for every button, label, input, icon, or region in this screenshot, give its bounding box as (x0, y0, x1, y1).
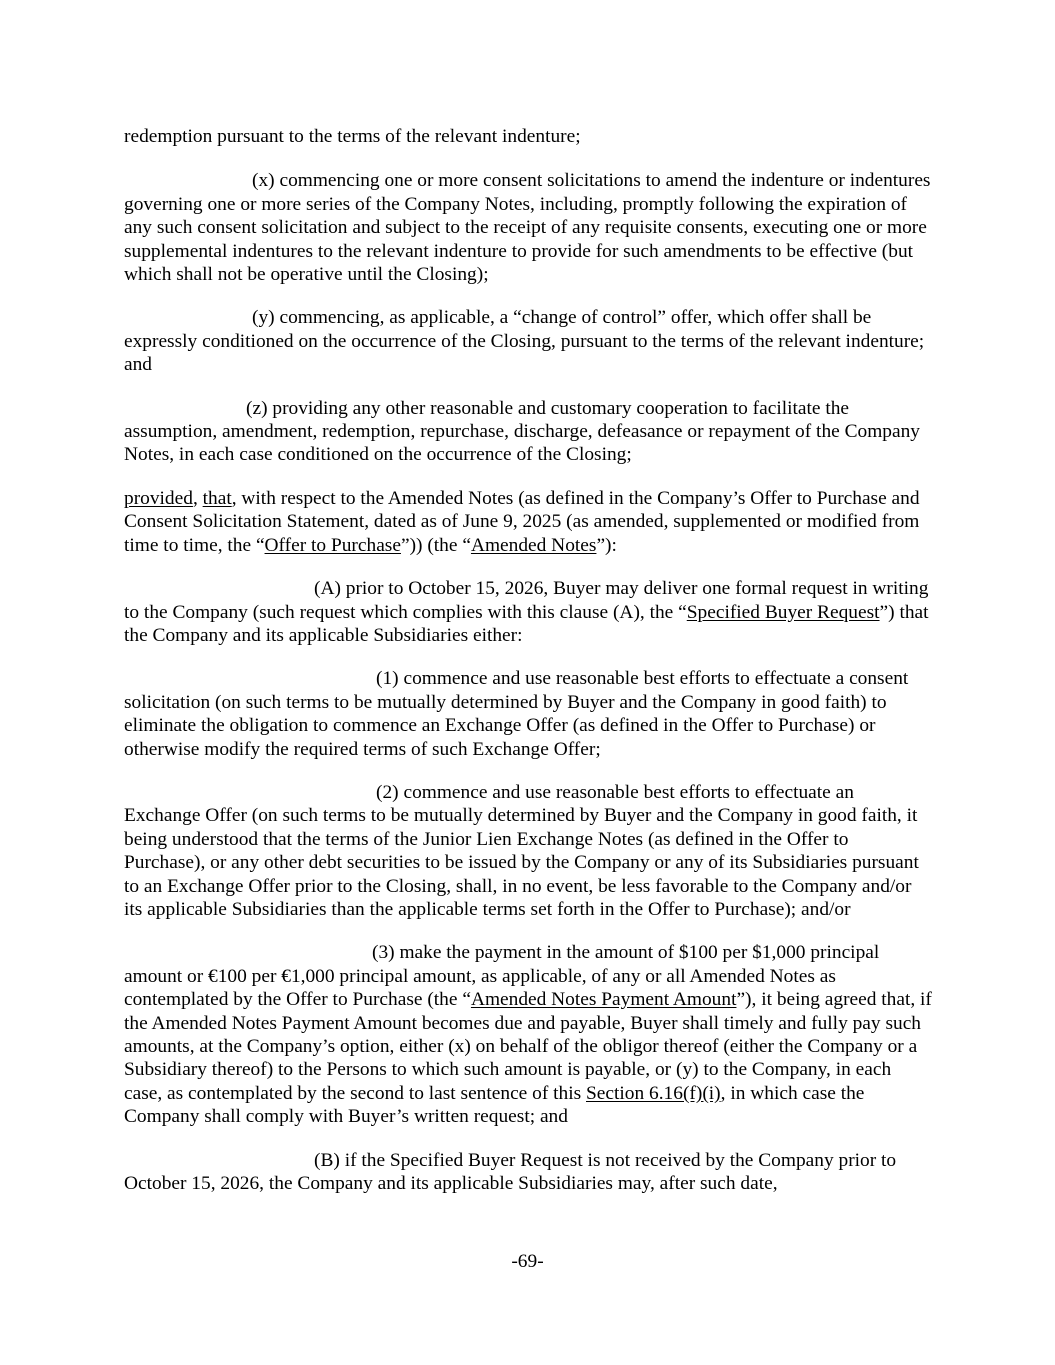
provided-term: provided (124, 487, 193, 509)
document-body (124, 125, 934, 1195)
clause-x: (x) commencing one or more consent solicitations to amend the indenture or indentures governing one or more series of the Company Notes, including, promptly following the expiration of any such consent solicitation and subject to the receipt of any requisite consents, executing one or more supplemental indentures to the relevant indenture to provide for such amendments to be effective (but which shall not be operative until the Closing); (124, 170, 931, 286)
subclause-1: (1) commence and use reasonable best efforts to effectuate a consent solicitation (on such terms to be mutually determined by Buyer and the Company in good faith) to eliminate the obligation to commence an Exchange Offer (as defined in the Offer to Purchase) or otherwise modify the required terms of such Exchange Offer; (124, 668, 909, 760)
paragraph-continuation: redemption pursuant to the terms of the relevant indenture; (124, 126, 581, 147)
page-number: -69- (511, 1251, 544, 1272)
amended-notes-payment-amount-term: Amended Notes Payment Amount (470, 989, 737, 1011)
subclause-2: (2) commence and use reasonable best efforts to effectuate an Exchange Offer (on such terms to be mutually determined by Buyer and the Company in good faith, it being understood that the terms of the Junior Lien Exchange Notes (as defined in the Offer to Purchase), or any other debt securities to be issued by the Company or any of its Subsidiaries pursuant to an Exchange Offer prior to the Closing, shall, in no event, be less favorable to the Company and/or its applicable Subsidiaries than the applicable terms set forth in the Offer to Purchase); and/or (124, 781, 919, 920)
section-reference: Section 6.16(f)(i) (586, 1082, 721, 1104)
subclause-3: (3) make the payment in the amount of $100 per $1,000 principal amount or €100 per €1,000 principal amount, as applicable, of any or all Amended Notes as contemplated by the Offer to Purchase (the “Amended Notes Payment Amount”), it being agreed that, if the Amended Notes Payment Amount becomes due and payable, Buyer shall timely and fully pay such amounts, at the Company’s option, either (x) on behalf of the obligor thereof (either the Company or a Subsidiary thereof) to the Persons to which such amount is payable, or (y) to the Company, in each case, as contemplated by the second to last sentence of this Section 6.16(f)(i), in which case the Company shall comply with Buyer’s written request; and (124, 942, 932, 1128)
clause-b: (B) if the Specified Buyer Request is not received by the Company prior to October 15, 2026, the Company and its applicable Subsidiaries may, after such date, (124, 1149, 897, 1195)
specified-buyer-request-term: Specified Buyer Request (686, 601, 880, 623)
offer-to-purchase-term: Offer to Purchase (264, 534, 401, 556)
clause-y: (y) commencing, as applicable, a “change of control” offer, which offer shall be expressly conditioned on the occurrence of the Closing, pursuant to the terms of the relevant indenture; and (124, 307, 925, 376)
that-term: that (202, 487, 232, 509)
clause-a: (A) prior to October 15, 2026, Buyer may deliver one formal request in writing to the Company (such request which complies with this clause (A), the “Specified Buyer Request”) that the Company and its applicable Subsidiaries either: (124, 578, 929, 646)
proviso-paragraph: provided, that, with respect to the Amended Notes (as defined in the Company’s Offer to Purchase and Consent Solicitation Statement, dated as of June 9, 2025 (as amended, supplemented or modified from time to time, the “Offer to Purchase”)) (the “Amended Notes”): (124, 487, 920, 556)
amended-notes-term: Amended Notes (470, 534, 597, 556)
clause-z: (z) providing any other reasonable and customary cooperation to facilitate the assumption, amendment, redemption, repurchase, discharge, defeasance or repayment of the Company Notes, in each case conditioned on the occurrence of the Closing; (124, 397, 921, 466)
